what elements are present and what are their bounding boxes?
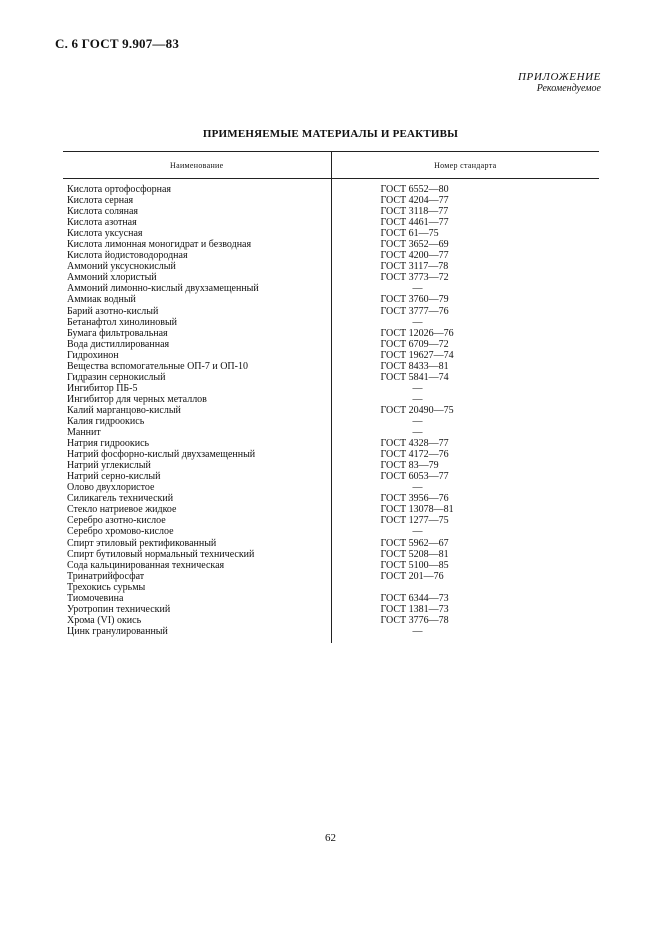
material-name-cell: Сода кальцинированная техническая: [67, 559, 225, 571]
standard-number-cell: —: [412, 526, 423, 538]
material-name-cell: Хрома (VI) окись: [67, 614, 142, 626]
standard-number-cell: —: [412, 427, 423, 439]
standard-number-cell: ГОСТ 12026—76: [380, 327, 454, 339]
standard-number-cell: ГОСТ 6552—80: [380, 184, 449, 195]
material-name-cell: Гидразин сернокислый: [67, 371, 166, 383]
standard-number-cell: —: [412, 415, 423, 427]
section-title: ПРИМЕНЯЕМЫЕ МАТЕРИАЛЫ И РЕАКТИВЫ: [202, 128, 459, 140]
standard-number-cell: ГОСТ 4461—77: [380, 217, 449, 229]
standard-number-cell: ГОСТ 4328—77: [380, 438, 449, 450]
material-name-cell: Натрий углекислый: [67, 460, 151, 472]
standard-number-cell: [332, 582, 600, 593]
column-standards: [331, 179, 600, 643]
column-header-name: Наименование: [170, 160, 224, 170]
standard-number-cell: ГОСТ 6344—73: [380, 592, 449, 604]
table-body: [63, 179, 599, 643]
materials-table: [63, 151, 599, 643]
material-name-cell: Кислота соляная: [67, 206, 139, 218]
material-name-cell: Вода дистиллированная: [67, 338, 170, 350]
standard-number-cell: —: [412, 482, 423, 494]
standard-number-cell: ГОСТ 20490—75: [380, 404, 454, 416]
material-name-cell: Аммоний уксуснокислый: [67, 261, 176, 273]
standard-number-cell: ГОСТ 5962—67: [380, 537, 449, 549]
standard-number-cell: ГОСТ 1277—75: [380, 515, 449, 527]
material-name-cell: Натрия гидроокись: [67, 438, 150, 450]
standard-number-cell: ГОСТ 3773—72: [380, 272, 449, 284]
material-name-cell: Олово двухлористое: [67, 482, 155, 494]
material-name-cell: Бетанафтол хинолиновый: [67, 316, 178, 328]
material-name-cell: Спирт этиловый ректификованный: [67, 537, 217, 549]
material-name-cell: Маннит: [67, 427, 101, 439]
standard-number-cell: ГОСТ 1381—73: [380, 603, 449, 615]
standard-number-cell: ГОСТ 4172—76: [380, 449, 449, 461]
standard-number-cell: ГОСТ 8433—81: [380, 360, 449, 372]
material-name-cell: Кислота азотная: [67, 217, 137, 229]
material-name-cell: Кислота лимонная моногидрат и безводная: [67, 239, 252, 251]
standard-number-cell: —: [412, 316, 423, 328]
material-name-cell: Аммоний хлористый: [67, 272, 157, 284]
material-name-cell: Уротропин технический: [67, 603, 171, 615]
page-number: 62: [325, 832, 336, 844]
standard-number-cell: ГОСТ 6053—77: [380, 471, 449, 483]
standard-number-cell: ГОСТ 61—75: [380, 228, 439, 240]
standard-number-cell: ГОСТ 4204—77: [380, 195, 449, 207]
material-name-cell: Силикагель технический: [67, 493, 174, 505]
material-name-cell: Стекло натриевое жидкое: [67, 504, 177, 516]
material-name-cell: Цинк гранулированный: [67, 625, 168, 637]
page-header: С. 6 ГОСТ 9.907—83: [55, 36, 180, 51]
standard-number-cell: ГОСТ 6709—72: [380, 338, 449, 350]
material-name-cell: Кислота ортофосфорная: [67, 184, 172, 195]
material-name-cell: Натрий серно-кислый: [67, 471, 161, 483]
material-name-cell: Кислота уксусная: [67, 228, 143, 240]
material-name-cell: Натрий фосфорно-кислый двухзамещенный: [67, 449, 256, 461]
appendix-label: [518, 72, 601, 94]
standard-number-cell: —: [412, 625, 423, 637]
appendix-title: ПРИЛОЖЕНИЕ: [518, 71, 601, 83]
material-name-cell: Тиомочевина: [67, 592, 124, 604]
standard-number-cell: ГОСТ 5208—81: [380, 548, 449, 560]
table-header: [63, 151, 599, 179]
material-name-cell: Трехокись сурьмы: [67, 581, 146, 593]
standard-number-cell: ГОСТ 5100—85: [380, 559, 449, 571]
standard-number-cell: ГОСТ 13078—81: [380, 504, 454, 516]
material-name-cell: Серебро азотно-кислое: [67, 515, 166, 527]
material-name-cell: Ингибитор для черных металлов: [67, 393, 207, 405]
standard-number-cell: —: [412, 283, 423, 295]
material-name-cell: Кислота йодистоводородная: [67, 250, 188, 262]
material-name-cell: Серебро хромово-кислое: [67, 526, 174, 538]
standard-number-cell: ГОСТ 3118—77: [380, 206, 449, 218]
material-name-cell: Аммиак водный: [67, 294, 136, 306]
material-name-cell: Калия гидроокись: [67, 415, 145, 427]
material-name-cell: Кислота серная: [67, 195, 134, 207]
material-name-cell: Гидрохинон: [67, 349, 119, 361]
standard-number-cell: ГОСТ 3776—78: [380, 614, 449, 626]
material-name-cell: Вещества вспомогательные ОП-7 и ОП-10: [67, 360, 248, 372]
material-name-cell: Спирт бутиловый нормальный технический: [67, 548, 255, 560]
material-name-cell: Аммоний лимонно-кислый двухзамещенный: [67, 283, 259, 295]
material-name-cell: Калий марганцово-кислый: [67, 404, 181, 416]
material-name-cell: Барий азотно-кислый: [67, 305, 159, 317]
standard-number-cell: ГОСТ 3117—78: [380, 261, 449, 273]
standard-number-cell: ГОСТ 3760—79: [380, 294, 449, 306]
standard-number-cell: ГОСТ 19627—74: [380, 349, 454, 361]
standard-number-cell: ГОСТ 3777—76: [380, 305, 449, 317]
standard-number-cell: ГОСТ 4200—77: [380, 250, 449, 262]
standard-number-cell: ГОСТ 83—79: [380, 460, 439, 472]
standard-number-cell: ГОСТ 3956—76: [380, 493, 449, 505]
appendix-status: Рекомендуемое: [536, 83, 601, 94]
standard-number-cell: ГОСТ 201—76: [380, 570, 444, 582]
standard-number-cell: —: [412, 382, 423, 394]
column-names: [63, 179, 331, 643]
standard-number-cell: ГОСТ 5841—74: [380, 371, 449, 383]
material-name-cell: Тринатрийфосфат: [67, 570, 145, 582]
material-name-cell: Бумага фильтровальная: [67, 327, 168, 339]
material-name-cell: Ингибитор ПБ-5: [67, 382, 138, 394]
standard-number-cell: ГОСТ 3652—69: [380, 239, 449, 251]
column-header-standard: Номер стандарта: [331, 152, 600, 178]
standard-number-cell: —: [412, 393, 423, 405]
